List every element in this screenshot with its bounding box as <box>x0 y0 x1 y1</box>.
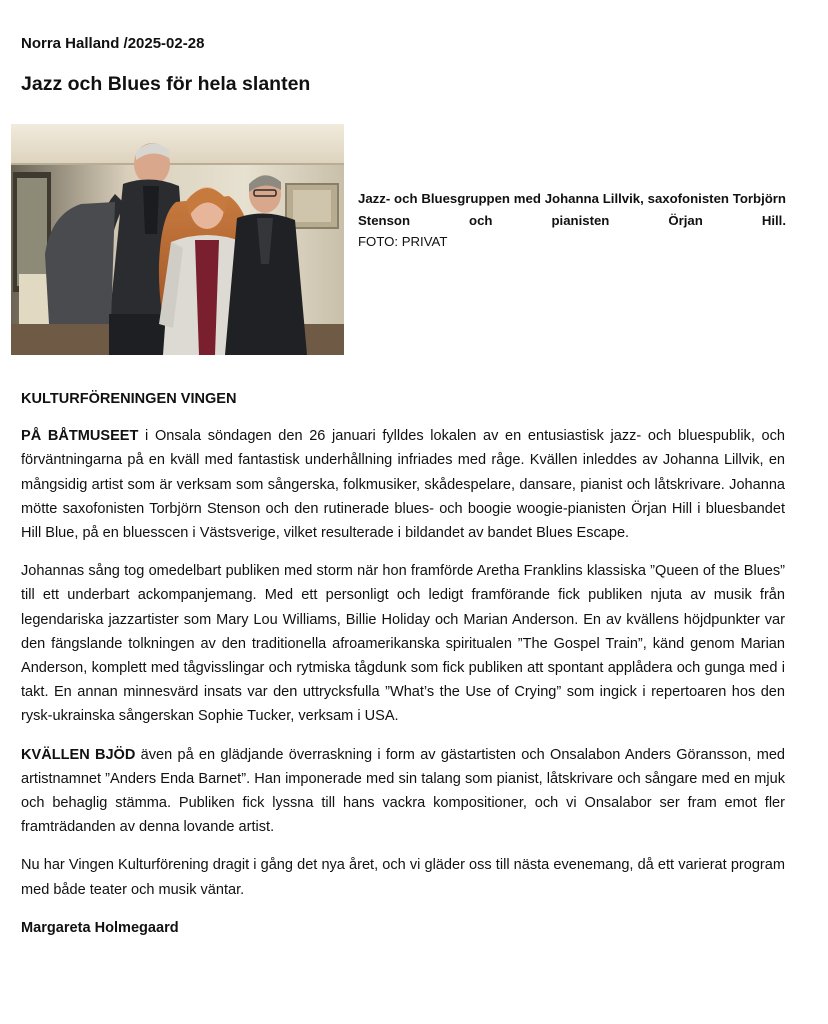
article-body <box>21 387 785 940</box>
paragraph-2 <box>21 559 785 728</box>
paragraph-4 <box>21 853 785 901</box>
paragraph-text: i Onsala söndagen den 26 januari fylldes lokalen av en entusiastisk jazz- och bluespublik, och förväntningarna på en kväll med fantastisk underhållning infriades med råge. Kvällen inleddes av Johanna Lillvik, en mångsidig artist som är verksam som sångerska, folkmusiker, skådespelare, dansare, pianist och låtskrivare. Johanna mötte saxofonisten Torbjörn Stenson och den rutinerade blues- och boogie woogie-pianisten Örjan Hill i bluesbandet Hill Blue, på en bluesscen i Västsverige, vilket resulterade i bildandet av bandet Blues Escape. <box>21 428 785 542</box>
section-label: KULTURFÖRENINGEN VINGEN <box>21 391 237 407</box>
photo-credit: FOTO: PRIVAT <box>358 234 448 249</box>
dateline: Norra Halland /2025-02-28 <box>21 35 205 52</box>
paragraph-1 <box>21 424 785 545</box>
paragraph-3 <box>21 743 785 840</box>
paragraph-lead: PÅ BÅTMUSEET <box>21 428 139 445</box>
paragraph-lead: KVÄLLEN BJÖD <box>21 746 136 763</box>
band-photo-illustration <box>11 124 344 355</box>
paragraph-text: Nu har Vingen Kulturförening dragit i gång det nya året, och vi gläder oss till nästa evenemang, då ett varierat program med både teater och musik väntar. <box>21 857 785 898</box>
photo-caption <box>358 188 786 253</box>
article-photo <box>11 124 344 355</box>
caption-text: Jazz- och Bluesgruppen med Johanna Lillvik, saxofonisten Torbjörn Stenson och pianisten Örjan Hill. <box>358 191 786 228</box>
byline: Margareta Holmegaard <box>21 919 179 936</box>
paragraph-text: Johannas sång tog omedelbart publiken med storm när hon framförde Aretha Franklins klassiska ”Queen of the Blues” till ett underbart ackompanjemang. Med ett personligt och ledigt framförande fick publiken njuta av musik från legendariska jazzartister som Mary Lou Williams, Billie Holiday och Marian Anderson. En av kvällens höjdpunkter var den fängslande tolkningen av den traditionella afroamerikanska spiritualen ”The Gospel Train”, känd genom Marian Anderson, komplett med tågvisslingar och rytmiska tågdunk som fick publiken att spontant applådera och gunga med i takt. En annan minnesvärd insats var den uttrycksfulla ”What’s the Use of Crying” som ingick i repertoaren hos den rysk-ukrainska sångerskan Sophie Tucker, verksam i USA. <box>21 563 785 725</box>
headline: Jazz och Blues för hela slanten <box>21 73 311 95</box>
paragraph-text: även på en glädjande överraskning i form av gästartisten och Onsalabon Anders Göransson, med artistnamnet ”Anders Enda Barnet”. Han imponerade med sin talang som pianist, låtskrivare och sångare med en mjuk och behaglig stämma. Publiken fick lyssna till hans vackra kompositioner, och vi Onsalabor ser fram emot fler framträdanden av denna lovande artist. <box>21 746 785 836</box>
